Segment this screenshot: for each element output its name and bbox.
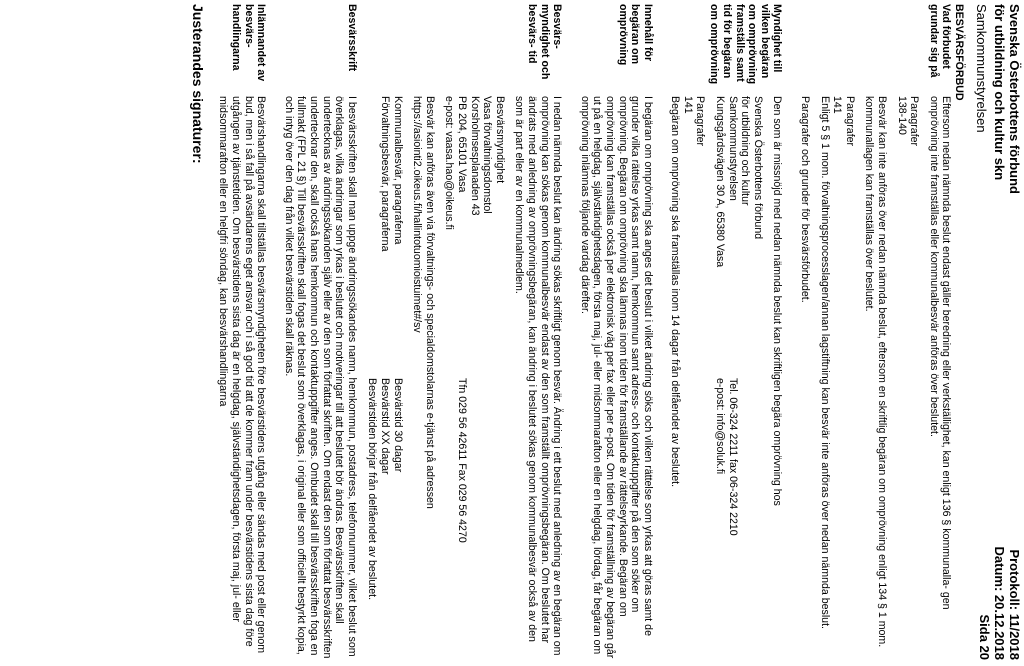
section-label: Myndighet till vilken begäran om omprövning framställs samt tid för begäran om omprövning — [708, 4, 784, 85]
paragraphs-label: Paragrafer — [908, 96, 921, 147]
phone-fax: Tfn 029 56 42611 Fax 029 56 4270 — [456, 378, 468, 543]
section-body — [275, 96, 358, 660]
appeal-time: Besvärstid 30 dagar — [391, 378, 404, 473]
paragraph: Enligt 5 § 1 mom. förvaltningsprocesslagen/annan lagstiftning kan besvär inte anföras över nedan nämnda beslut. — [818, 96, 831, 629]
paragraph: I besvärsskriften skall man uppge ändringssökandes namn, hemkommun, postadress, telefonnummer, vilket beslut som överklagas, vilka ändringar som yrkas i beslutet och motiveringar till att beslutet bör ändras. Besvärsskriften skall undertecknas av ändringssökanden själv eller av den som författat skriften. Om endast den som författat besvärsskriften undertecknar den, skall också hans hemkommun och kontaktuppgifter anges. Ombudet skall till besvärsskriften foga en fullmakt (FPL 21 §) Till besvärsskriften skall fogas det beslut som överklagas, i original eller som officiellt bestyrkt kopia, och intyg över den dag från vilket besvärstiden skall räknas. — [282, 96, 358, 662]
address-line: Svenska Österbottens förbund — [751, 96, 764, 240]
section-innehall — [571, 4, 654, 660]
section-label: Besvärsskrift — [345, 4, 358, 72]
section-heading-besvarsforbud: BESVÄRSFÖRBUD — [953, 4, 965, 101]
paragraph: I begäran om omprövning ska anges det beslut i vilket ändring söks och vilken rättelse som yrkas att göras samt de grunder vilka rättelse yrkas samt namn, hemkommun samt adress- och kontaktuppgifter på den som söker om omprövning. Begäran om omprövning ska lämnas inom tiden för framställande av rättelseyrkande. Begäran om omprövning kan framställas också per elektronisk väg per fax eller per e-post. Om tiden för framställning av begäran går ut på en helgdag, självständighetsdagen, första maj, jul- eller midsommarafton eller en helgdag, lördag, får begäran om omprövning inlämnas följande vardag därefter. — [578, 96, 654, 662]
section-besvarsmyndighet — [366, 4, 563, 660]
paragraph: Den som är missnöjd med nedan nämnda beslut kan skriftligen begära omprövning hos — [771, 96, 784, 506]
section-label: Besvärs- myndighet och besvärs- tid — [525, 4, 564, 80]
phone-fax: Tel. 06-324 2211 fax 06-324 2210 — [726, 378, 739, 536]
paragraph: I nedan nämnda beslut kan ändring sökas skriftligt genom besvär. Ändring i ett beslut med anledning av en begäran om omprövning kan sökas genom kommunalbesvär endast av den som framställt omprövningsbegäran. Om beslutet har ändrats med anledning av omprövningsbegäran, kan ändring i beslutet sökas genom kommunalbesvär också av den som är part eller av en kommunalmedlem. — [513, 96, 564, 659]
email: e-post: vaasa.hao@oikeus.fi — [443, 96, 456, 230]
section-body — [662, 96, 784, 660]
section-body — [791, 96, 952, 660]
email: e-post: info@soluk.fi — [714, 378, 727, 475]
page-number: Sida 20 — [977, 614, 992, 660]
paragraphs-value: 141 — [681, 96, 694, 114]
paragraphs-value: 141 — [831, 96, 844, 114]
protocol-date: Datum: 20.12.2018 — [992, 546, 1007, 660]
paragraph: Begäran om omprövning ska framställas inom 14 dagar från delfåendet av beslutet. — [669, 96, 682, 488]
address-row — [455, 96, 468, 660]
appeal-type: Förvaltningsbesvär, paragraferna — [379, 96, 392, 252]
paragraphs-label: Paragrafer — [694, 96, 707, 147]
organ-name: Samkommunstyrelsen — [974, 4, 989, 133]
appeal-type: Kommunalbesvär, paragraferna — [391, 96, 404, 245]
address-row — [726, 96, 739, 660]
header-organization — [973, 4, 1022, 194]
address-line: PB 204, 65101 Vasa — [456, 96, 468, 193]
section-besvarsskrift — [275, 4, 358, 660]
section-label: Innehåll för begäran om omprövning — [616, 4, 654, 66]
paragraphs-value: 138-140 — [895, 96, 908, 135]
paragraph: Paragrafer och grunder för besvärsförbudet. — [799, 96, 812, 303]
appeal-row — [366, 96, 379, 660]
address-row — [714, 96, 727, 660]
address-line: för utbildning och kultur — [739, 96, 752, 206]
header-meta — [973, 547, 1022, 660]
section-inlamnandet — [210, 4, 267, 660]
appeal-time: Besvärstid XX dagar — [379, 378, 392, 475]
paragraph: Besvärshandlingarna skall tillställas besvärsmyndigheten före besvärstidens utgång eller sändas med post eller genom bud, men i så fall på avsändarens eget ansvar och i så god tid att de kommer fram under besvärstidens sista dag före utgången av tjänstetiden. Om besvärstidens sista dag är en helgdag, självständighetsdagen, första maj, jul- eller midsommarafton eller en helgfri söndag, kan besvärshandlingarna — [217, 96, 268, 657]
org-subname: för utbildning och kultur skn — [992, 4, 1007, 181]
section-label: Vad förbudet grundar sig på — [927, 4, 953, 78]
paragraph: Besvär kan inte anföras över nedan nämnda beslut, eftersom en skriftlig begäran om omprövning enligt 134 § 1 mom. kommunallagen kan framställas över beslutet. — [863, 96, 889, 651]
protocol-number: Protokoll: 11/2018 — [1007, 549, 1022, 660]
appeal-start: Besvärstiden börjar från delfåendet av beslutet. — [366, 378, 379, 601]
section-besvarsforbud — [791, 4, 952, 660]
section-body — [210, 96, 267, 660]
authority-label: Besvärsmyndighet — [493, 96, 506, 184]
paragraph: Besvär kan anföras även via förvaltnings- och specialdomstolarnas e-tjänst på adressen https://asiointi2.oikeus.fi/hallintotuomioistuimet#/sv — [411, 96, 436, 512]
section-myndighet — [662, 4, 784, 660]
section-body — [571, 96, 654, 660]
section-body — [366, 96, 563, 660]
org-name: Svenska Österbottens förbund — [1007, 4, 1022, 194]
paragraphs-label: Paragrafer — [843, 96, 856, 147]
address-line: Vasa förvaltningsdomstol — [481, 96, 494, 214]
appeal-row — [391, 96, 404, 660]
address-line: Samkommunstyrelsen — [726, 96, 739, 201]
address-line: Korsholmsesplanaden 43 — [468, 96, 481, 216]
header — [973, 4, 1022, 660]
appeal-row — [378, 96, 391, 660]
paragraph: Eftersom nedan nämnda beslut endast gäller beredning eller verkställighet, kan enligt 136 § kommunalla- gen omprövning inte framställas eller kommunalbesvär anföras över beslutet. — [927, 96, 953, 613]
section-label: Inlämnandet av besvärs- handlingarna — [230, 4, 268, 82]
address-line: Kungsgårdsvägen 30 A, 65380 Vasa — [714, 96, 727, 268]
signatures-label: Justerandes signaturer: — [189, 4, 206, 164]
